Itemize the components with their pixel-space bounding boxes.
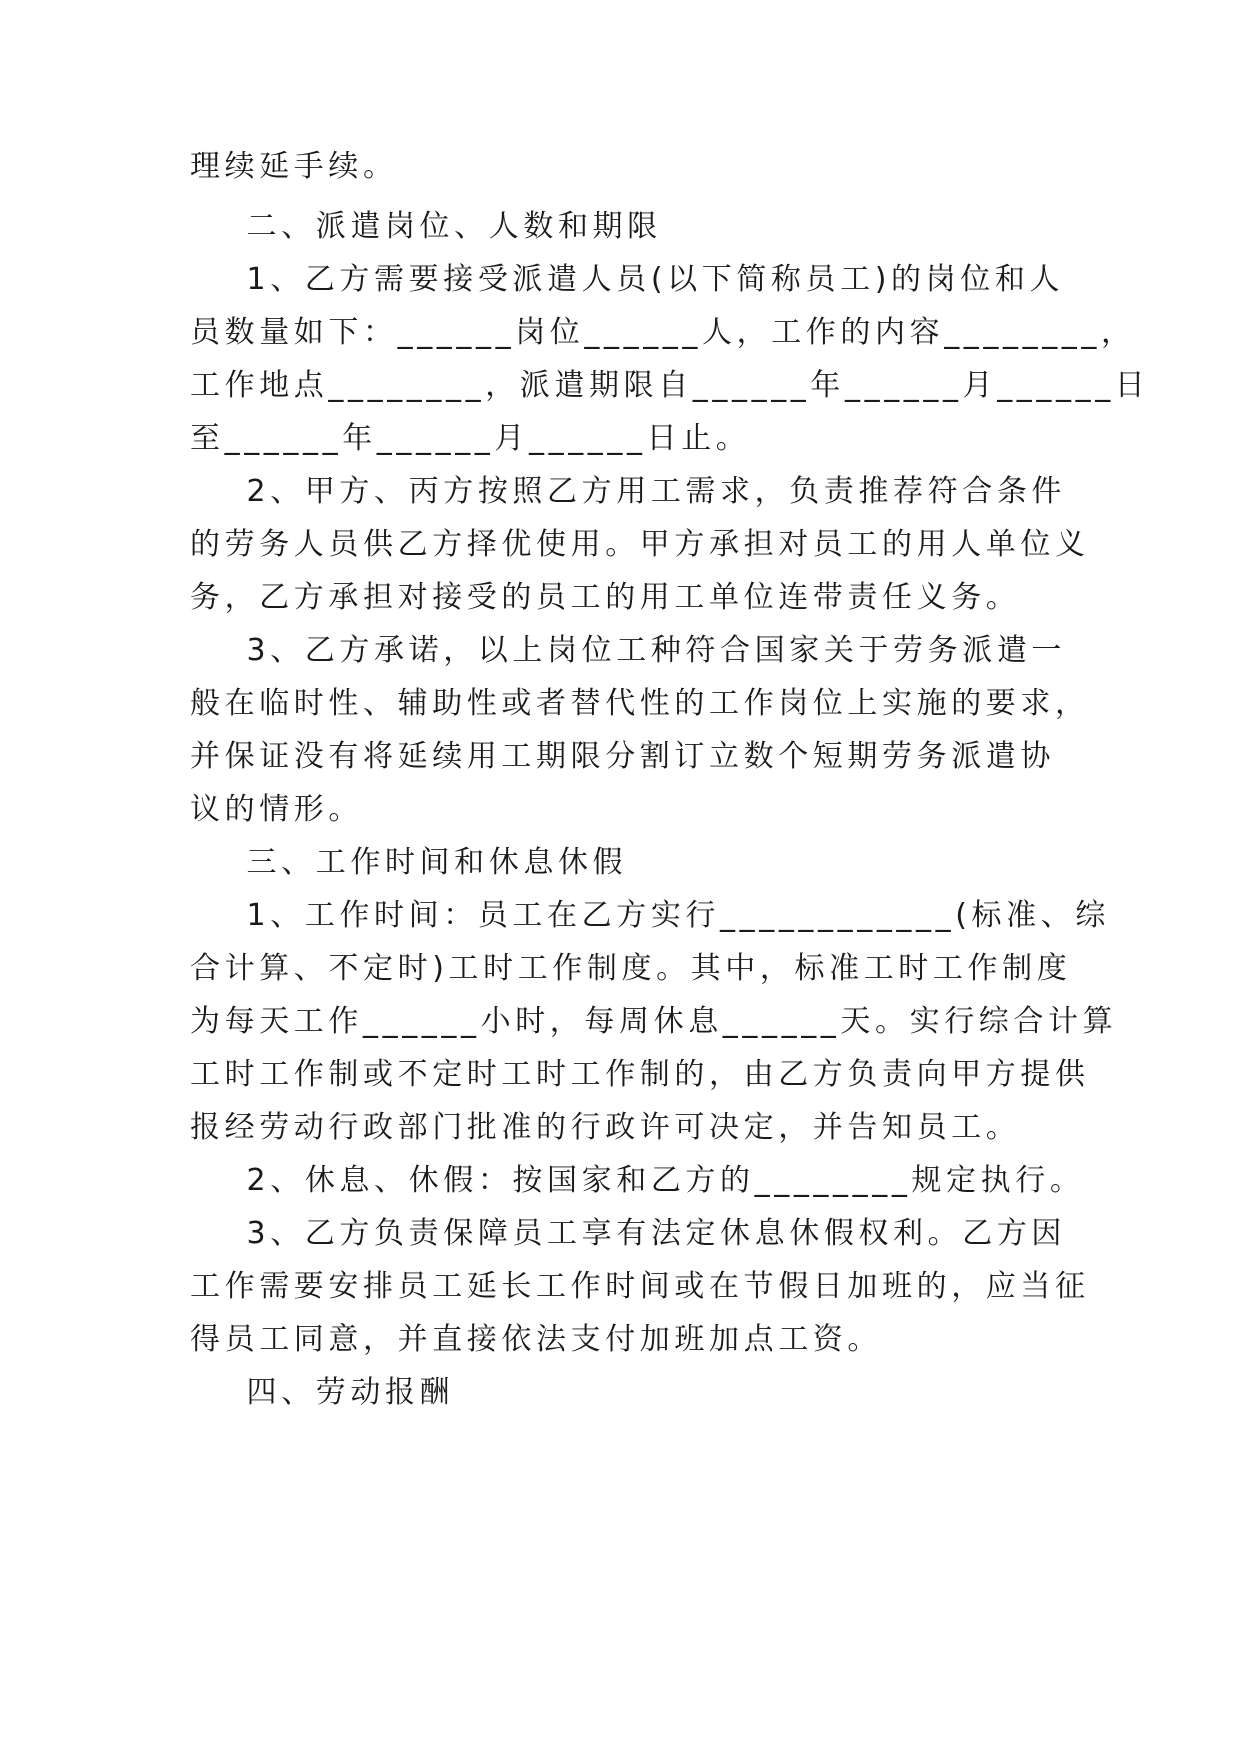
text-line: 并保证没有将延续用工期限分割订立数个短期劳务派遣协	[190, 739, 1055, 774]
text-line: 工作需要安排员工延长工作时间或在节假日加班的，应当征	[190, 1269, 1090, 1304]
text-line: 2、甲方、丙方按照乙方用工需求，负责推荐符合条件	[190, 474, 1067, 509]
text-line: 3、乙方负责保障员工享有法定休息休假权利。乙方因	[190, 1216, 1067, 1251]
text-line: 为每天工作______小时，每周休息______天。实行综合计算	[190, 1004, 1118, 1039]
section-heading: 二、派遣岗位、人数和期限	[190, 209, 662, 244]
section-heading: 四、劳动报酬	[190, 1375, 455, 1410]
text-line: 工时工作制或不定时工时工作制的，由乙方负责向甲方提供	[190, 1057, 1090, 1092]
text-line: 得员工同意，并直接依法支付加班加点工资。	[190, 1322, 882, 1357]
text-line: 3、乙方承诺，以上岗位工种符合国家关于劳务派遣一	[190, 633, 1067, 668]
text-line: 2、休息、休假：按国家和乙方的________规定执行。	[190, 1163, 1085, 1198]
text-line: 务，乙方承担对接受的员工的用工单位连带责任义务。	[190, 580, 1021, 615]
text-line: 工作地点________，派遣期限自______年______月______日	[190, 368, 1150, 403]
text-line: 理续延手续。	[190, 149, 398, 184]
text-line: 报经劳动行政部门批准的行政许可决定，并告知员工。	[190, 1110, 1021, 1145]
text-line: 员数量如下：______岗位______人，工作的内容________，	[190, 315, 1136, 350]
text-line: 的劳务人员供乙方择优使用。甲方承担对员工的用人单位义	[190, 527, 1090, 562]
text-line: 议的情形。	[190, 792, 363, 827]
text-line: 般在临时性、辅助性或者替代性的工作岗位上实施的要求，	[190, 686, 1090, 721]
section-heading: 三、工作时间和休息休假	[190, 845, 628, 880]
text-line: 1、乙方需要接受派遣人员(以下简称员工)的岗位和人	[190, 262, 1065, 297]
text-line: 至______年______月______日止。	[190, 421, 751, 456]
text-line: 1、工作时间：员工在乙方实行____________(标准、综	[190, 898, 1110, 933]
text-line: 合计算、不定时)工时工作制度。其中，标准工时工作制度	[190, 951, 1072, 986]
